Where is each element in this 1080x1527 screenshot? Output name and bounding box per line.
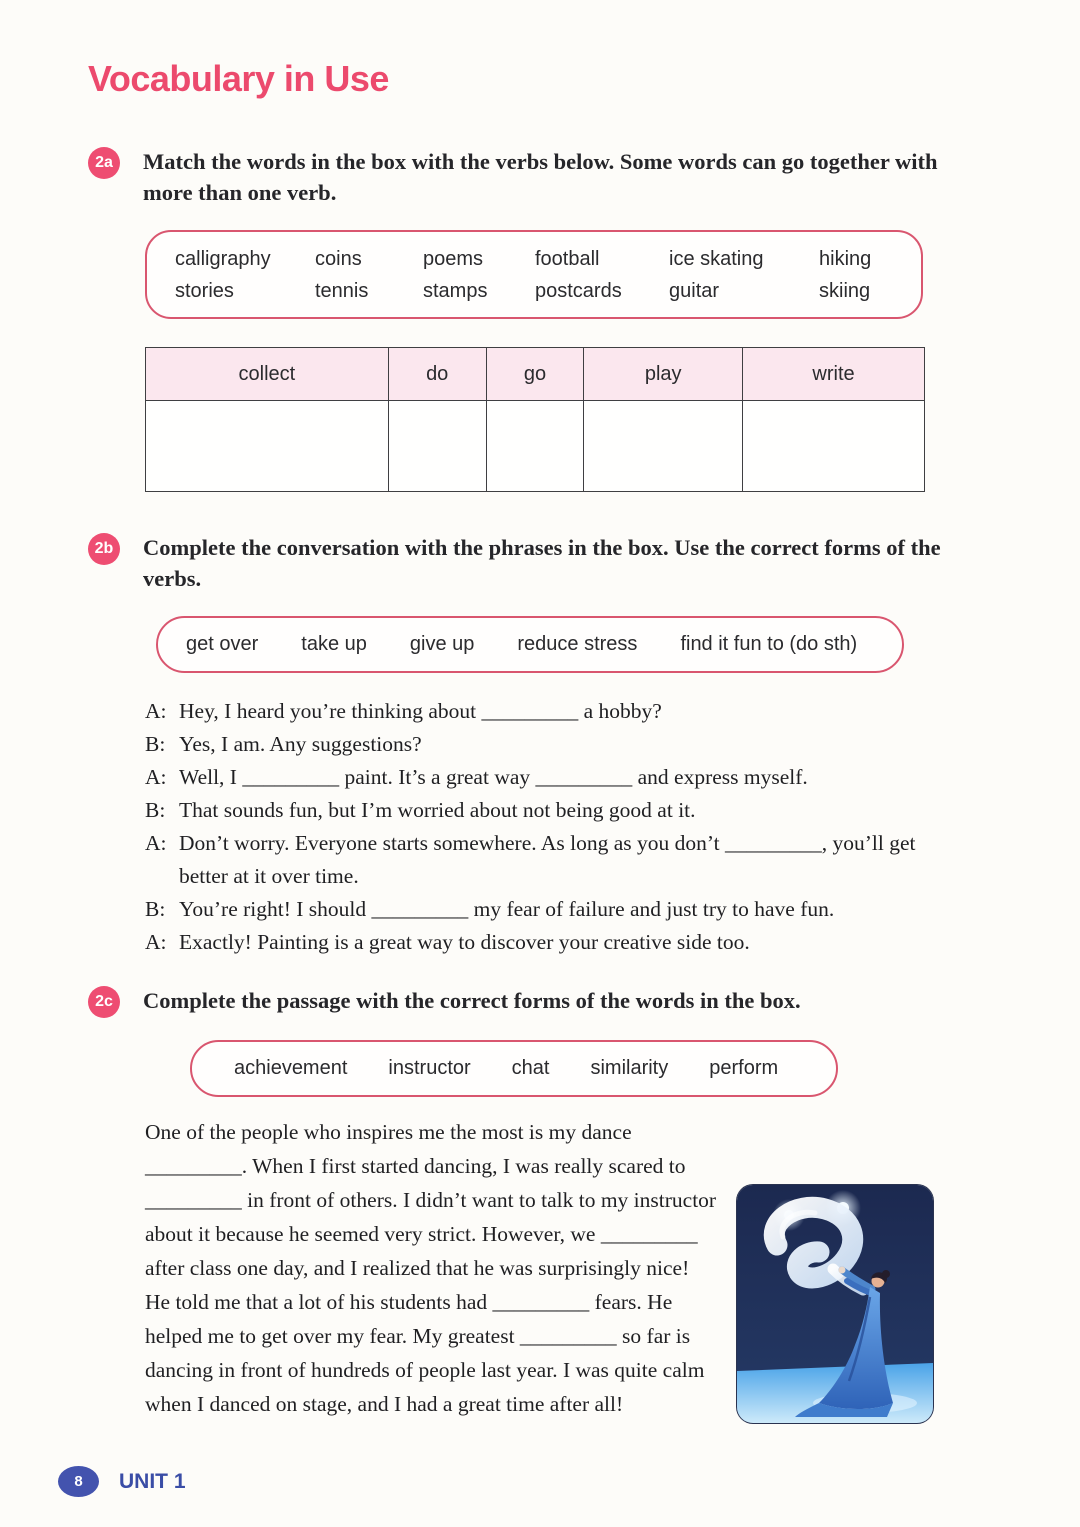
dialogue-line — [145, 728, 957, 761]
word-box-item: skiing — [819, 280, 871, 302]
section-2a-badge: 2a — [88, 147, 120, 179]
section-2c-heading — [88, 985, 1020, 1018]
phrase-box-item: get over — [186, 633, 259, 655]
section-2b-instruction: Complete the conversation with the phrases in the box. Use the correct forms of the verbs. — [143, 535, 941, 591]
dialogue-line — [145, 794, 957, 827]
verb-match-table — [145, 347, 925, 492]
word-box-item: stamps — [423, 280, 488, 302]
unit-label: UNIT 1 — [119, 1469, 186, 1493]
word-box-item: guitar — [669, 280, 720, 302]
speaker-label: B: — [145, 732, 166, 756]
dialogue-text: Exactly! Painting is a great way to discover your creative side too. — [179, 930, 750, 954]
answer-cell — [743, 401, 925, 492]
page-title: Vocabulary in Use — [88, 58, 389, 99]
word-box-item: calligraphy — [175, 248, 271, 270]
dialogue-line — [145, 827, 957, 893]
passage-2c — [145, 1115, 933, 1421]
speaker-label: B: — [145, 897, 166, 921]
verb-table-header: collect — [146, 348, 389, 401]
word-box-2c — [190, 1040, 838, 1097]
answer-cell — [146, 401, 389, 492]
speaker-label: A: — [145, 699, 167, 723]
dialogue-text: Don’t worry. Everyone starts somewhere. As long as you don’t _________, you’ll get better at it over time. — [179, 831, 916, 888]
section-2a-heading — [88, 146, 1020, 208]
speaker-label: B: — [145, 798, 166, 822]
word-box-item: similarity — [590, 1057, 669, 1079]
answer-cell — [486, 401, 584, 492]
phrase-box-2b — [156, 616, 904, 673]
dialogue-text: That sounds fun, but I’m worried about not being good at it. — [179, 798, 696, 822]
dialogue-text: You’re right! I should _________ my fear of failure and just try to have fun. — [179, 897, 835, 921]
word-box-item: chat — [511, 1057, 550, 1079]
section-2c-instruction: Complete the passage with the correct forms of the words in the box. — [143, 988, 801, 1013]
dialogue-line — [145, 695, 957, 728]
verb-table-header: go — [486, 348, 584, 401]
dialogue-line — [145, 926, 957, 959]
dialogue-text: Well, I _________ paint. It’s a great way _________ and express myself. — [179, 765, 808, 789]
speaker-label: A: — [145, 930, 167, 954]
speaker-label: A: — [145, 765, 167, 789]
word-box-item: postcards — [535, 280, 622, 302]
dialogue-line — [145, 761, 957, 794]
word-box-item: ice skating — [669, 248, 764, 270]
verb-table-header: write — [743, 348, 925, 401]
dialogue-text: Hey, I heard you’re thinking about _________ a hobby? — [179, 699, 662, 723]
verb-table-header-row — [146, 348, 925, 401]
answer-cell — [388, 401, 486, 492]
word-box-item: football — [535, 248, 600, 270]
passage-text: One of the people who inspires me the most is my dance _________. When I first started dancing, I was really scared to _________ in front of others. I didn’t want to talk to my instructor about it because he seemed very strict. However, we _________ after class one day, and I realized that he was surprisingly nice! He told me that a lot of his students had _________ fears. He helped me to get over my fear. My greatest _________ so far is dancing in front of hundreds of people last year. I was quite calm when I danced on stage, and I had a great time after all! — [145, 1120, 717, 1416]
word-box-2a — [145, 230, 923, 319]
speaker-label: A: — [145, 831, 167, 855]
section-2a-instruction: Match the words in the box with the verbs below. Some words can go together with more than one verb. — [143, 149, 938, 205]
word-box-item: stories — [175, 280, 234, 302]
word-box-item: hiking — [819, 248, 872, 270]
answer-cell — [584, 401, 743, 492]
phrase-box-item: find it fun to (do sth) — [680, 633, 858, 655]
word-box-item: poems — [423, 248, 484, 270]
word-box-item: coins — [315, 248, 362, 270]
verb-table-answer-row — [146, 401, 925, 492]
dancer-photo — [737, 1185, 933, 1423]
phrase-box-item: take up — [301, 633, 367, 655]
word-box-item: achievement — [234, 1057, 348, 1079]
word-box-item: tennis — [315, 280, 369, 302]
word-box-item: instructor — [388, 1057, 471, 1079]
page-footer — [58, 1466, 186, 1497]
dialogue-text: Yes, I am. Any suggestions? — [179, 732, 422, 756]
phrase-box-item: give up — [409, 633, 475, 655]
section-2c-badge: 2c — [88, 986, 120, 1018]
phrase-box-item: reduce stress — [517, 633, 638, 655]
section-2b-heading — [88, 532, 1020, 594]
page-number-badge: 8 — [58, 1466, 99, 1497]
verb-table-header: do — [388, 348, 486, 401]
dialogue-line — [145, 893, 957, 926]
conversation-2b — [145, 695, 957, 959]
verb-table-header: play — [584, 348, 743, 401]
section-2b-badge: 2b — [88, 533, 120, 565]
word-box-item: perform — [709, 1057, 779, 1079]
